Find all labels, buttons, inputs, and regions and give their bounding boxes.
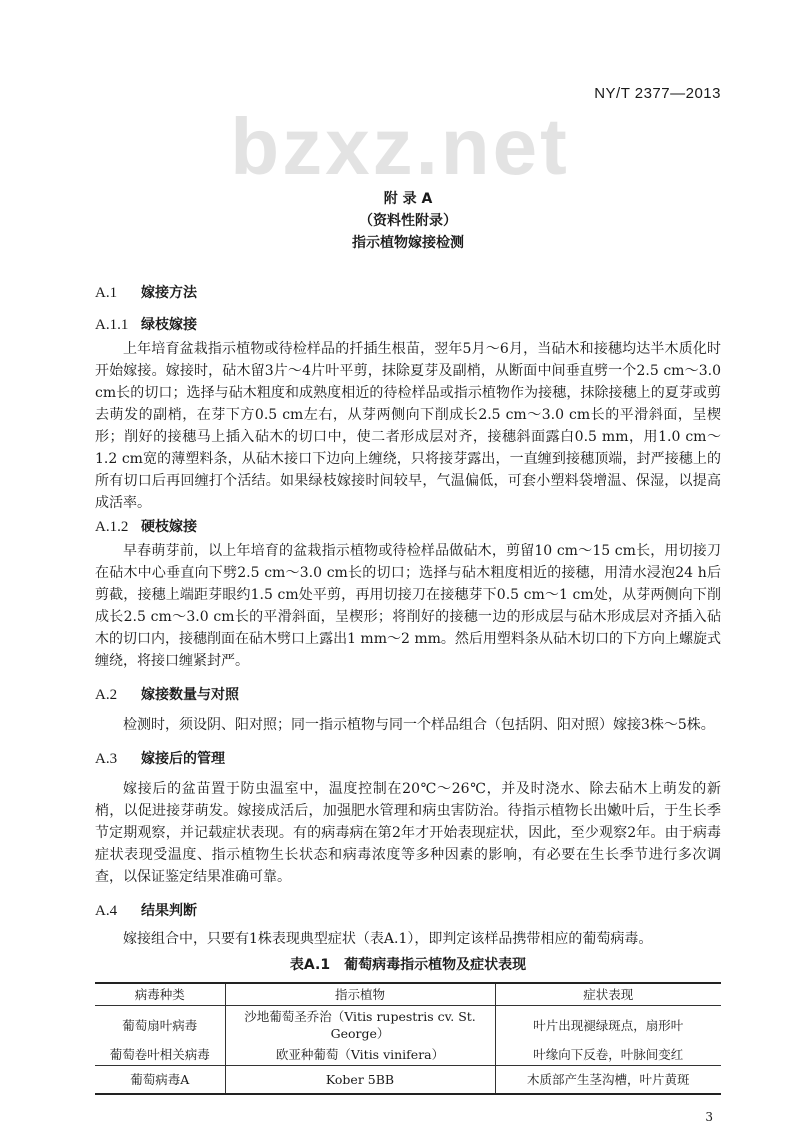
section-title: 嫁接方法 [141,285,197,301]
section-heading-a4 [95,900,721,922]
paragraph-a12: 早春萌芽前，以上年培育的盆栽指示植物或待检样品做砧木，剪留10 cm～15 cm长，用切接刀在砧木中心垂直向下劈2.5 cm～3.0 cm长的切口；选择与砧木粗度相近的接穗，用清水浸泡24 h后剪截，接穗上端距芽眼约1.5 cm处平剪，再用切接刀在接穗芽下0.5 cm～1 cm处，从芽两侧向下削成长2.5 cm～3.0 cm长的平滑斜面，呈楔形；将削好的接穗一边的形成层与砧木形成层对齐插入砧木的切口内，接穗削面在砧木劈口上露出1 mm～2 mm。然后用塑料条从砧木切口的下方向上螺旋式缠绕，将接口缠紧封严。 [95,543,721,669]
section-title: 嫁接数量与对照 [141,687,239,703]
section-number: A.1.2 [95,519,129,535]
table-caption: 表A.1 葡萄病毒指示植物及症状表现 [289,957,527,973]
paragraph-a3: 嫁接后的盆苗置于防虫温室中，温度控制在20℃～26℃，并及时浇水、除去砧木上萌发的新梢，以促进接芽萌发。嫁接成活后，加强肥水管理和病虫害防治。待指示植物长出嫩叶后，于生长季节定期观察，并记载症状表现。有的病毒病在第2年才开始表现症状，因此，至少观察2年。由于病毒症状表现受温度、指示植物生长状态和病毒浓度等多种因素的影响，有必要在生长季节进行多次调查，以保证鉴定结果准确可靠。 [95,781,721,885]
table-row [95,1006,721,1045]
appendix-titles [95,188,721,254]
paragraph-a4: 嫁接组合中，只要有1株表现典型症状（表A.1），即判定该样品携带相应的葡萄病毒。 [123,931,653,947]
section-title: 硬枝嫁接 [141,519,197,535]
appendix-label: 附 录 A [383,191,433,207]
section-heading-a12 [95,516,721,538]
paragraph-a2: 检测时，须设阴、阳对照；同一指示植物与同一个样品组合（包括阴、阳对照）嫁接3株～5株。 [123,717,715,733]
table-header-row [95,983,721,1006]
table-header: 病毒种类 [95,983,225,1006]
section-number: A.1 [95,285,118,301]
section-title: 结果判断 [141,903,197,919]
section-title: 绿枝嫁接 [141,317,197,333]
table-cell: 沙地葡萄圣乔治（Vitis rupestris cv. St. George） [225,1006,495,1045]
section-number: A.2 [95,687,118,703]
table-header: 症状表现 [495,983,721,1006]
table-cell: 叶片出现褪绿斑点，扇形叶 [495,1006,721,1045]
section-title: 嫁接后的管理 [141,751,225,767]
virus-indicator-table [95,982,721,1095]
table-row [95,1044,721,1066]
section-heading-a11 [95,314,721,336]
watermark: bzxz.net [230,102,570,191]
section-number: A.4 [95,903,118,919]
table-cell: 葡萄卷叶相关病毒 [95,1044,225,1066]
paragraph-a11: 上年培育盆栽指示植物或待检样品的扦插生根苗，翌年5月～6月，当砧木和接穗均达半木质化时开始嫁接。嫁接时，砧木留3片～4片叶平剪，抹除夏芽及副梢，从断面中间垂直劈一个2.5 cm～3.0 cm长的切口；选择与砧木粗度和成熟度相近的待检样品或指示植物作为接穗，抹除接穗上的夏芽或剪去萌发的副梢，在芽下方0.5 cm左右，从芽两侧向下削成长2.5 cm～3.0 cm长的平滑斜面，呈楔形；削好的接穗马上插入砧木的切口中，使二者形成层对齐，接穗斜面露白0.5 mm，用1.0 cm～1.2 cm宽的薄塑料条，从砧木接口下边向上缠绕，只将接芽露出，一直缠到接穗顶端，封严接穗上的所有切口后再回缠打个活结。如果绿枝嫁接时间较早，气温偏低，可套小塑料袋增温、保湿，以提高成活率。 [95,341,721,511]
table-cell: 木质部产生茎沟槽，叶片黄斑 [495,1066,721,1095]
section-heading-a3 [95,748,721,770]
table-cell: 葡萄病毒A [95,1066,225,1095]
table-cell: 葡萄扇叶病毒 [95,1006,225,1045]
document-number: NY/T 2377—2013 [594,85,721,102]
table-cell: 欧亚种葡萄（Vitis vinifera） [225,1044,495,1066]
page-number: 3 [705,1110,713,1124]
section-number: A.3 [95,751,118,767]
section-number: A.1.1 [95,317,129,333]
table-header: 指示植物 [225,983,495,1006]
table-cell: 叶缘向下反卷，叶脉间变红 [495,1044,721,1066]
appendix-title: 指示植物嫁接检测 [352,235,464,251]
table-cell: Kober 5BB [225,1066,495,1095]
section-heading-a2 [95,684,721,706]
appendix-type: （资料性附录） [359,213,457,229]
section-heading-a1 [95,282,721,304]
